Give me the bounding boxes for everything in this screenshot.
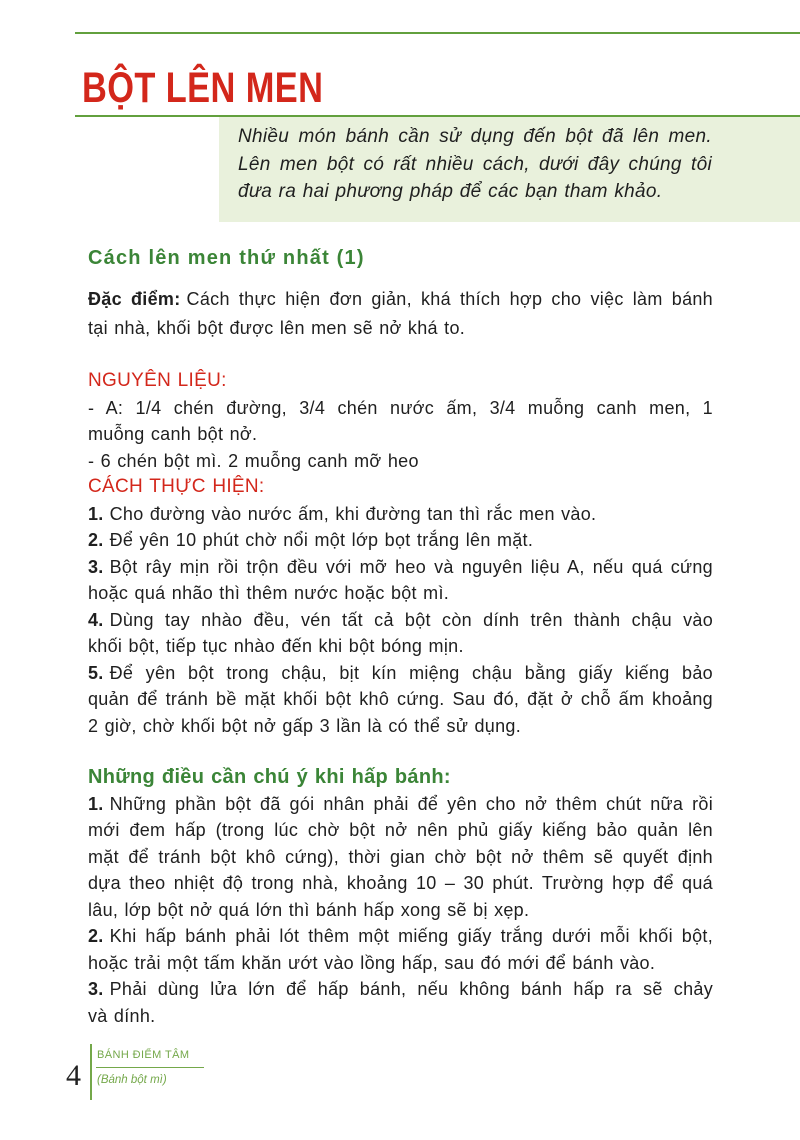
step-number: 4. [88,609,104,630]
step-line: 2 giờ, chờ khối bột nở gấp 3 lần là có thể sử dụng. [88,715,522,736]
step-line: quản để tránh bề mặt khối bột khô cứng. Sau đó, đặt ở chỗ ấm khoảng [88,689,713,709]
intro-line: đưa ra hai phương pháp để các bạn tham khảo. [238,181,663,202]
intro-line: Lên men bột có rất nhiều cách, dưới đây chúng tôi [238,153,712,175]
step-text: Dùng tay nhào đều, vén tất cả bột còn dính trên thành chậu vào [109,609,713,630]
step-line: khối bột, tiếp tục nhào đến khi bột bóng mịn. [88,636,464,656]
notes-heading: Những điều cần chú ý khi hấp bánh: [88,766,451,788]
note-line [88,791,713,818]
note-number: 2. [88,926,104,946]
note-line [88,976,713,1003]
footer-book-title: BÁNH ĐIỂM TÂM [97,1049,190,1061]
note-line: mới đem hấp (trong lúc chờ bột nở nên phủ giấy kiếng bảo quản lên [88,820,713,840]
ingredient-line: - 6 chén bột mì. 2 muỗng canh mỡ heo [88,450,419,471]
feature-line [88,285,713,314]
top-rule [75,32,800,34]
feature-paragraph [88,285,713,343]
footer-divider-vertical [90,1044,92,1100]
note-line: lâu, lớp bột nở quá lớn thì bánh hấp xong sẽ bị xẹp. [88,899,530,920]
feature-label: Đặc điểm: [88,289,181,309]
step-text: Để yên bột trong chậu, bịt kín miệng chậu bằng giấy kiếng bảo [109,662,713,683]
step-line [88,607,713,634]
method-heading: Cách lên men thứ nhất (1) [88,247,365,269]
footer-divider-horizontal [96,1067,204,1068]
note-text: Khi hấp bánh phải lót thêm một miếng giấy trắng dưới mỗi khối bột, [109,926,713,946]
step-line [88,501,713,528]
intro-line: Nhiều món bánh cần sử dụng đến bột đã lên men. [238,126,712,147]
step-line [88,527,713,554]
note-number: 1. [88,793,104,814]
recipe-block [88,368,713,739]
step-number: 2. [88,530,104,550]
step-number: 3. [88,556,104,577]
note-line: và dính. [88,1005,156,1026]
note-number: 3. [88,979,104,999]
note-text: Phải dùng lửa lớn để hấp bánh, nếu không bánh hấp ra sẽ chảy [109,979,713,999]
note-text: Những phần bột đã gói nhân phải để yên cho nở thêm chút nữa rồi [109,793,713,814]
feature-text: Cách thực hiện đơn giản, khá thích hợp cho việc làm bánh [186,289,713,309]
ingredient-line: - A: 1/4 chén đường, 3/4 chén nước ấm, 3/4 muỗng canh men, 1 [88,397,713,418]
step-line: hoặc quá nhão thì thêm nước hoặc bột mì. [88,583,450,603]
notes-block [88,764,713,1029]
step-text: Để yên 10 phút chờ nổi một lớp bọt trắng lên mặt. [109,530,534,550]
feature-line: tại nhà, khối bột được lên men sẽ nở khá to. [88,318,466,338]
note-line: dựa theo nhiệt độ trong nhà, khoảng 10 – 30 phút. Trường hợp để quá [88,873,713,893]
step-number: 1. [88,503,104,524]
step-line [88,660,713,687]
steps-heading: CÁCH THỰC HIỆN: [88,476,265,497]
note-line: mặt để tránh bột khô cứng), thời gian chờ bột nở thêm sẽ quyết định [88,846,713,867]
footer-book-subtitle: (Bánh bột mì) [97,1074,167,1086]
intro-text [238,123,712,206]
page-number: 4 [66,1059,81,1092]
step-number: 5. [88,662,104,683]
step-line [88,554,713,581]
ingredient-line: muỗng canh bột nở. [88,424,258,444]
ingredients-heading: NGUYÊN LIỆU: [88,370,227,391]
page-title: BỘT LÊN MEN [82,64,324,112]
intro-box [219,117,800,222]
note-line [88,923,713,950]
note-line: hoặc trải một tấm khăn ướt vào lồng hấp, sau đó mới để bánh vào. [88,952,656,973]
step-text: Bột rây mịn rồi trộn đều với mỡ heo và nguyên liệu A, nếu quá cứng [109,556,713,577]
step-text: Cho đường vào nước ấm, khi đường tan thì rắc men vào. [109,503,597,524]
